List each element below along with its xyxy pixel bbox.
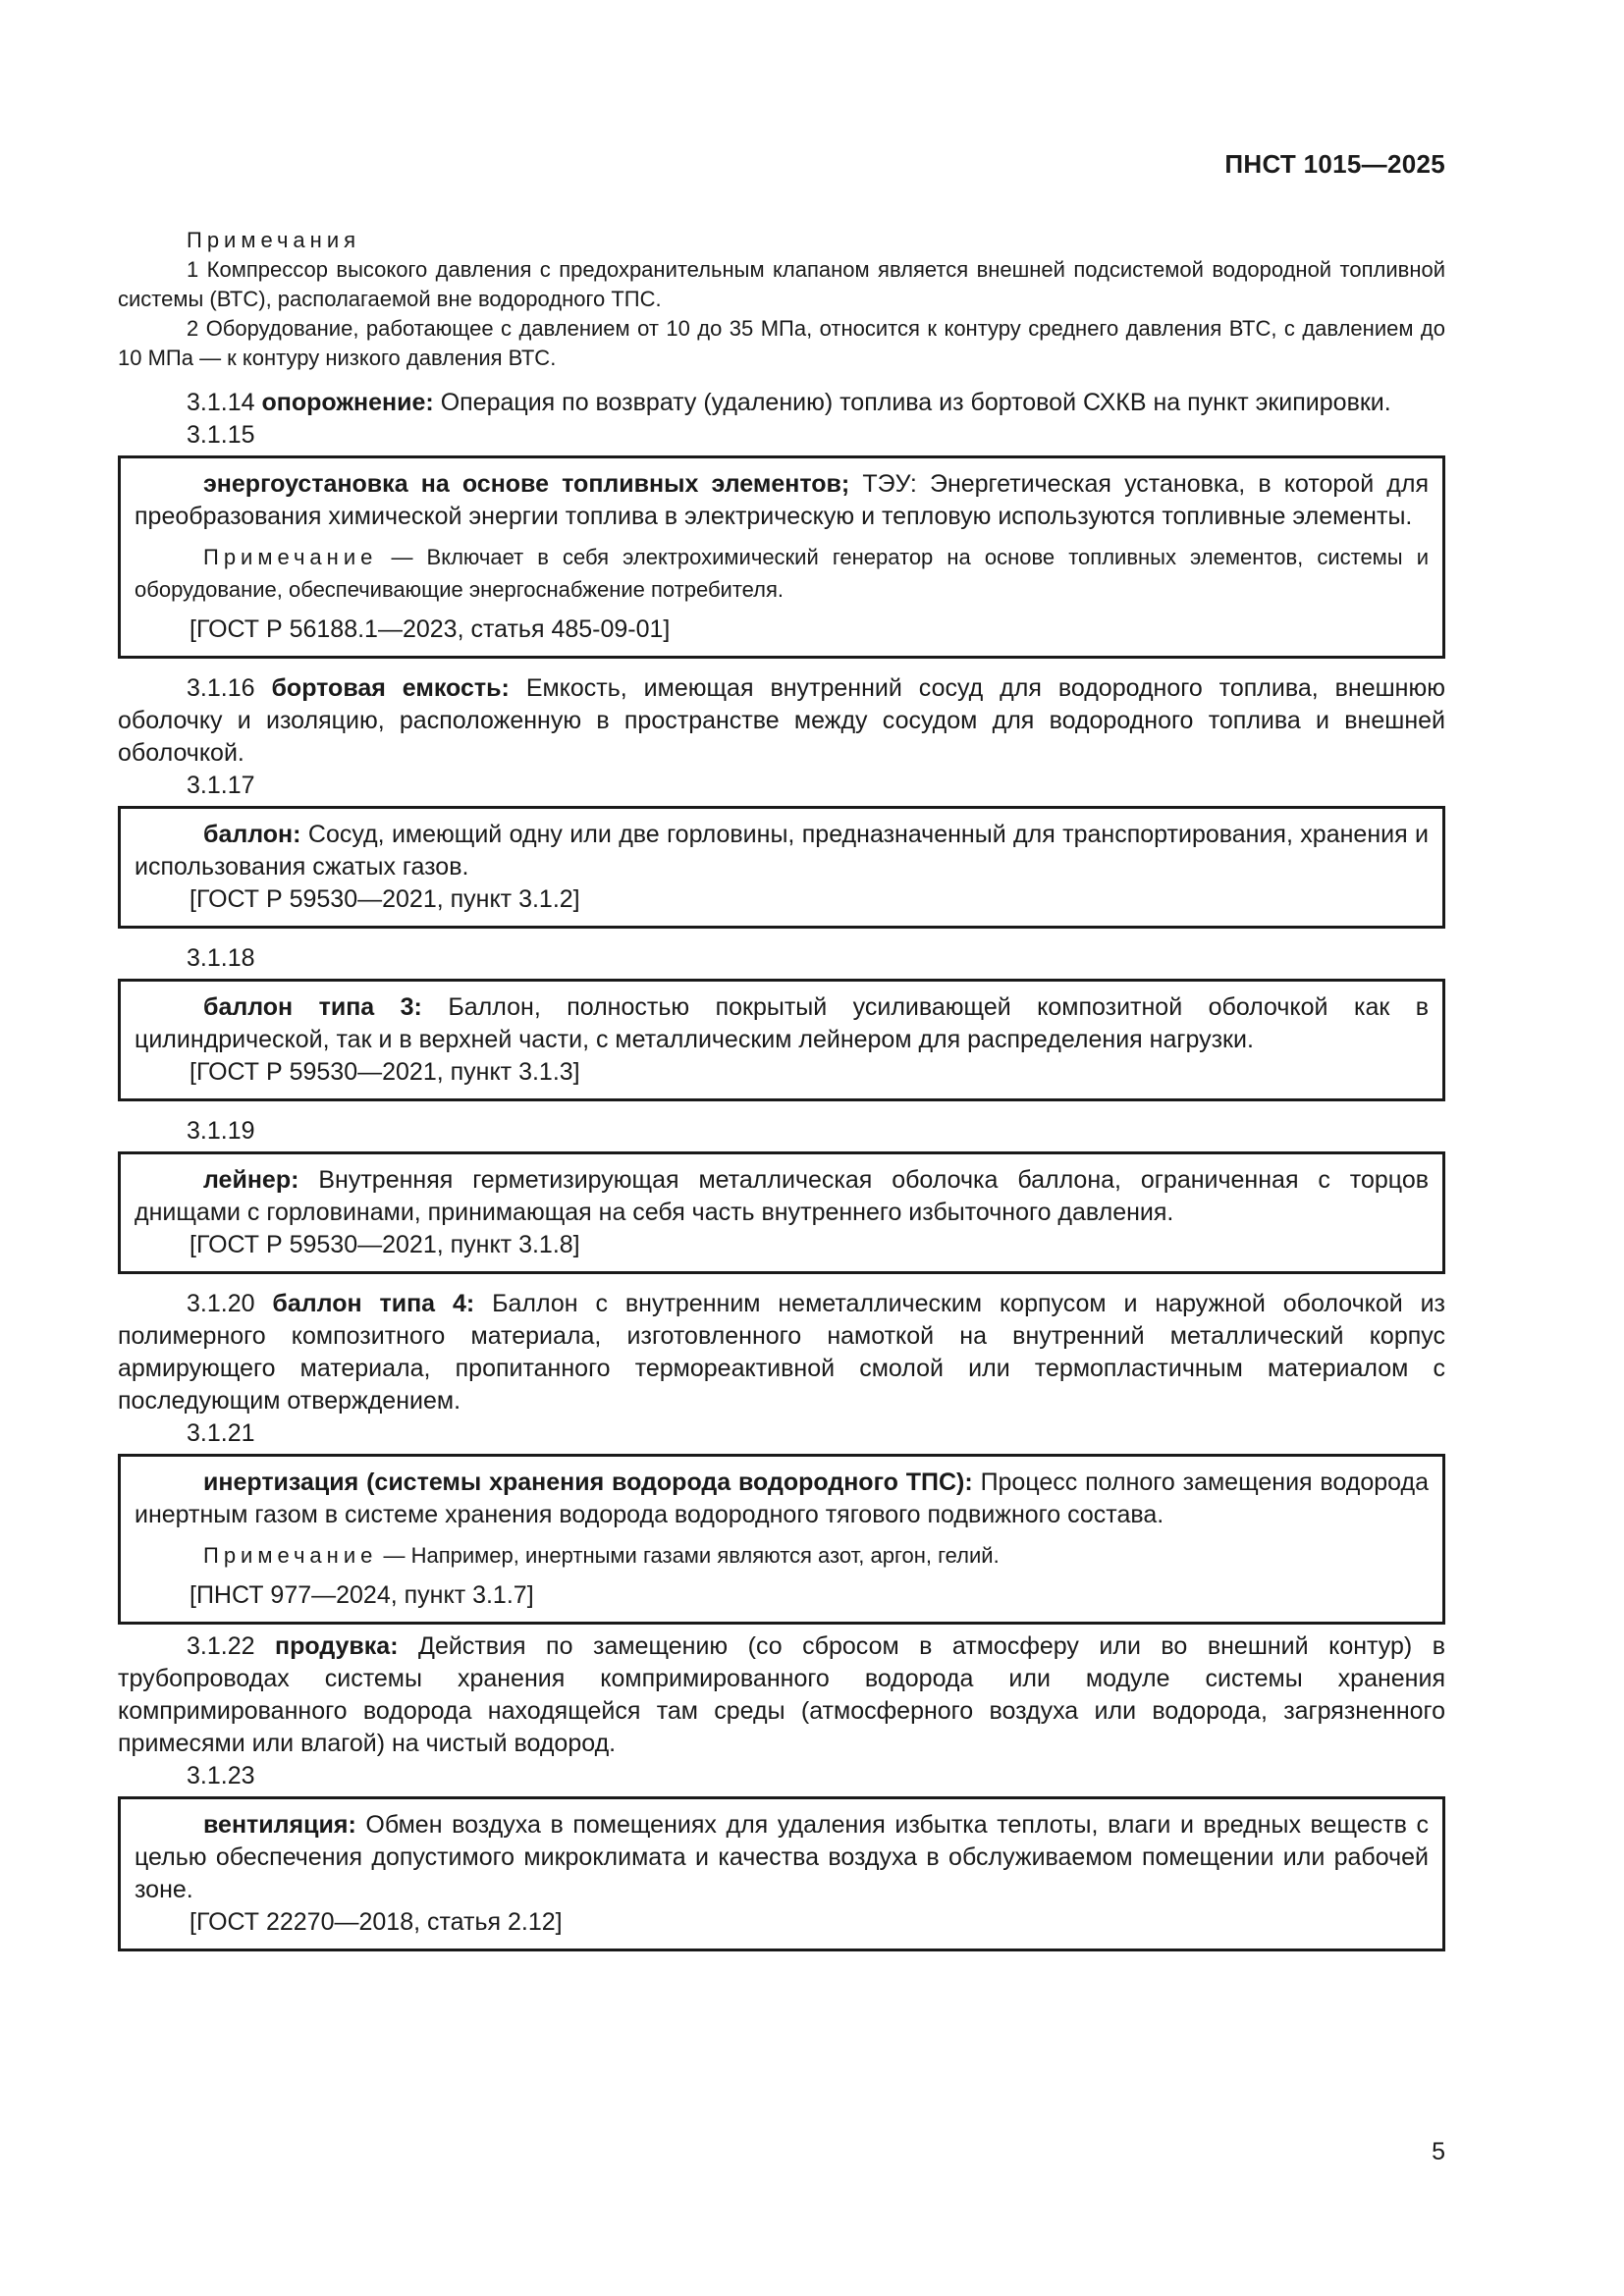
term-box-3-1-15 bbox=[118, 455, 1445, 659]
term-number-3-1-21: 3.1.21 bbox=[187, 1419, 255, 1447]
term-source: [ГОСТ Р 59530—2021, пункт 3.1.8] bbox=[189, 1231, 580, 1258]
term-number: 3.1.20 bbox=[187, 1290, 255, 1317]
term-name: продувка: bbox=[275, 1632, 399, 1660]
note-1: 1 Компрессор высокого давления с предохранительным клапаном является внешней подсистемой водородной топливной системы (ВТС), располагаемой вне водородного ТПС. bbox=[118, 257, 1445, 311]
term-name: баллон типа 3: bbox=[203, 993, 422, 1021]
document-header: ПНСТ 1015—2025 bbox=[1224, 149, 1445, 179]
term-source: [ПНСТ 977—2024, пункт 3.1.7] bbox=[189, 1581, 534, 1609]
spacer bbox=[135, 533, 1429, 541]
term-source: [ГОСТ 22270—2018, статья 2.12] bbox=[189, 1908, 563, 1936]
term-number: 3.1.14 bbox=[187, 389, 255, 416]
spacer bbox=[118, 373, 1445, 387]
term-definition: Действия по замещению (со сбросом в атмосферу или во внешний контур) в трубопроводах системы хранения компримированного водорода или модуле системы хранения компримированного водорода находящейся там среды (атмосферного воздуха или водорода, загрязненного примесями или влагой) на чистый водород. bbox=[118, 1632, 1445, 1757]
term-box-3-1-19 bbox=[118, 1151, 1445, 1274]
term-box-3-1-23 bbox=[118, 1796, 1445, 1951]
term-name: опорожнение: bbox=[261, 389, 434, 416]
term-name: баллон: bbox=[203, 821, 301, 848]
term-3-1-23 bbox=[135, 1809, 1429, 1906]
page-number: 5 bbox=[1432, 2138, 1445, 2165]
term-name: лейнер: bbox=[203, 1166, 299, 1194]
spacer bbox=[118, 1280, 1445, 1288]
note-2: 2 Оборудование, работающее с давлением от 10 до 35 МПа, относится к контуру среднего давления ВТС, с давлением до 10 МПа — к контуру низкого давления ВТС. bbox=[118, 316, 1445, 370]
term-number-3-1-15: 3.1.15 bbox=[187, 421, 255, 449]
term-definition: Внутренняя герметизирующая металлическая оболочка баллона, ограниченная с торцов днищами с горловинами, принимающая на себя часть внутреннего избыточного давления. bbox=[135, 1166, 1430, 1226]
term-definition: Емкость, имеющая внутренний сосуд для водородного топлива, внешнюю оболочку и изоляцию, расположенную в пространстве между сосудом для водородного топлива и внешней оболочкой. bbox=[118, 674, 1445, 767]
term-note bbox=[135, 541, 1429, 606]
term-box-3-1-21 bbox=[118, 1454, 1445, 1625]
term-3-1-17 bbox=[135, 819, 1429, 883]
term-definition: Операция по возврату (удалению) топлива из бортовой СХКВ на пункт экипировки. bbox=[440, 389, 1391, 416]
term-number-3-1-17: 3.1.17 bbox=[187, 772, 255, 799]
term-source: [ГОСТ Р 56188.1—2023, статья 485-09-01] bbox=[189, 615, 671, 643]
term-box-3-1-17 bbox=[118, 806, 1445, 929]
term-3-1-16 bbox=[118, 672, 1445, 770]
term-definition: Процесс полного замещения водорода инертным газом в системе хранения водорода водородного тягового подвижного состава. bbox=[135, 1468, 1430, 1528]
note-text: — Включает в себя электрохимический генератор на основе топливных элементов, системы и оборудование, обеспечивающие энергоснабжение потребителя. bbox=[135, 545, 1429, 602]
term-name: вентиляция: bbox=[203, 1811, 356, 1839]
term-name: бортовая емкость: bbox=[271, 674, 510, 702]
term-3-1-21 bbox=[135, 1467, 1429, 1531]
term-3-1-22 bbox=[118, 1630, 1445, 1760]
spacer bbox=[135, 1531, 1429, 1539]
term-3-1-15 bbox=[135, 468, 1429, 533]
term-3-1-20 bbox=[118, 1288, 1445, 1417]
term-note bbox=[135, 1539, 1429, 1572]
spacer bbox=[118, 934, 1445, 942]
term-definition: ТЭУ: Энергетическая установка, в которой для преобразования химической энергии топлива в электрическую и тепловую используются топливные элементы. bbox=[135, 470, 1429, 530]
term-number-3-1-19: 3.1.19 bbox=[187, 1117, 255, 1145]
note-text: — Например, инертными газами являются азот, аргон, гелий. bbox=[383, 1543, 1000, 1568]
term-definition: Сосуд, имеющий одну или две горловины, предназначенный для транспортирования, хранения и использования сжатых газов. bbox=[135, 821, 1429, 881]
term-definition: Баллон с внутренним неметаллическим корпусом и наружной оболочкой из полимерного композитного материала, изготовленного намоткой на внутренний металлический корпус армирующего материала, пропитанного термореактивной смолой или термопластичным материалом с последующим отверждением. bbox=[118, 1290, 1446, 1415]
term-number: 3.1.16 bbox=[187, 674, 255, 702]
term-definition: Обмен воздуха в помещениях для удаления избытка теплоты, влаги и вредных веществ с целью обеспечения допустимого микроклимата и качества воздуха в обслуживаемом помещении или рабочей зоне. bbox=[135, 1811, 1429, 1903]
notes-title: Примечания bbox=[187, 228, 361, 252]
term-3-1-19 bbox=[135, 1164, 1429, 1229]
term-name: энергоустановка на основе топливных элементов; bbox=[203, 470, 850, 498]
term-source: [ГОСТ Р 59530—2021, пункт 3.1.3] bbox=[189, 1058, 580, 1086]
term-number-3-1-23: 3.1.23 bbox=[187, 1762, 255, 1789]
term-3-1-18 bbox=[135, 991, 1429, 1056]
term-3-1-14 bbox=[118, 387, 1445, 419]
term-name: инертизация (системы хранения водорода водородного ТПС): bbox=[203, 1468, 973, 1496]
term-number-3-1-18: 3.1.18 bbox=[187, 944, 255, 972]
term-number: 3.1.22 bbox=[187, 1632, 255, 1660]
term-source: [ГОСТ Р 59530—2021, пункт 3.1.2] bbox=[189, 885, 580, 913]
spacer bbox=[118, 665, 1445, 672]
term-box-3-1-18 bbox=[118, 979, 1445, 1101]
spacer bbox=[135, 606, 1429, 614]
spacer bbox=[118, 1107, 1445, 1115]
term-name: баллон типа 4: bbox=[272, 1290, 475, 1317]
note-label: Примечание bbox=[203, 1543, 378, 1568]
note-label: Примечание bbox=[203, 545, 378, 569]
document-body bbox=[118, 226, 1445, 1957]
term-definition: Баллон, полностью покрытый усиливающей композитной оболочкой как в цилиндрической, так и в верхней части, с металлическим лейнером для распределения нагрузки. bbox=[135, 993, 1430, 1053]
spacer bbox=[135, 1572, 1429, 1579]
